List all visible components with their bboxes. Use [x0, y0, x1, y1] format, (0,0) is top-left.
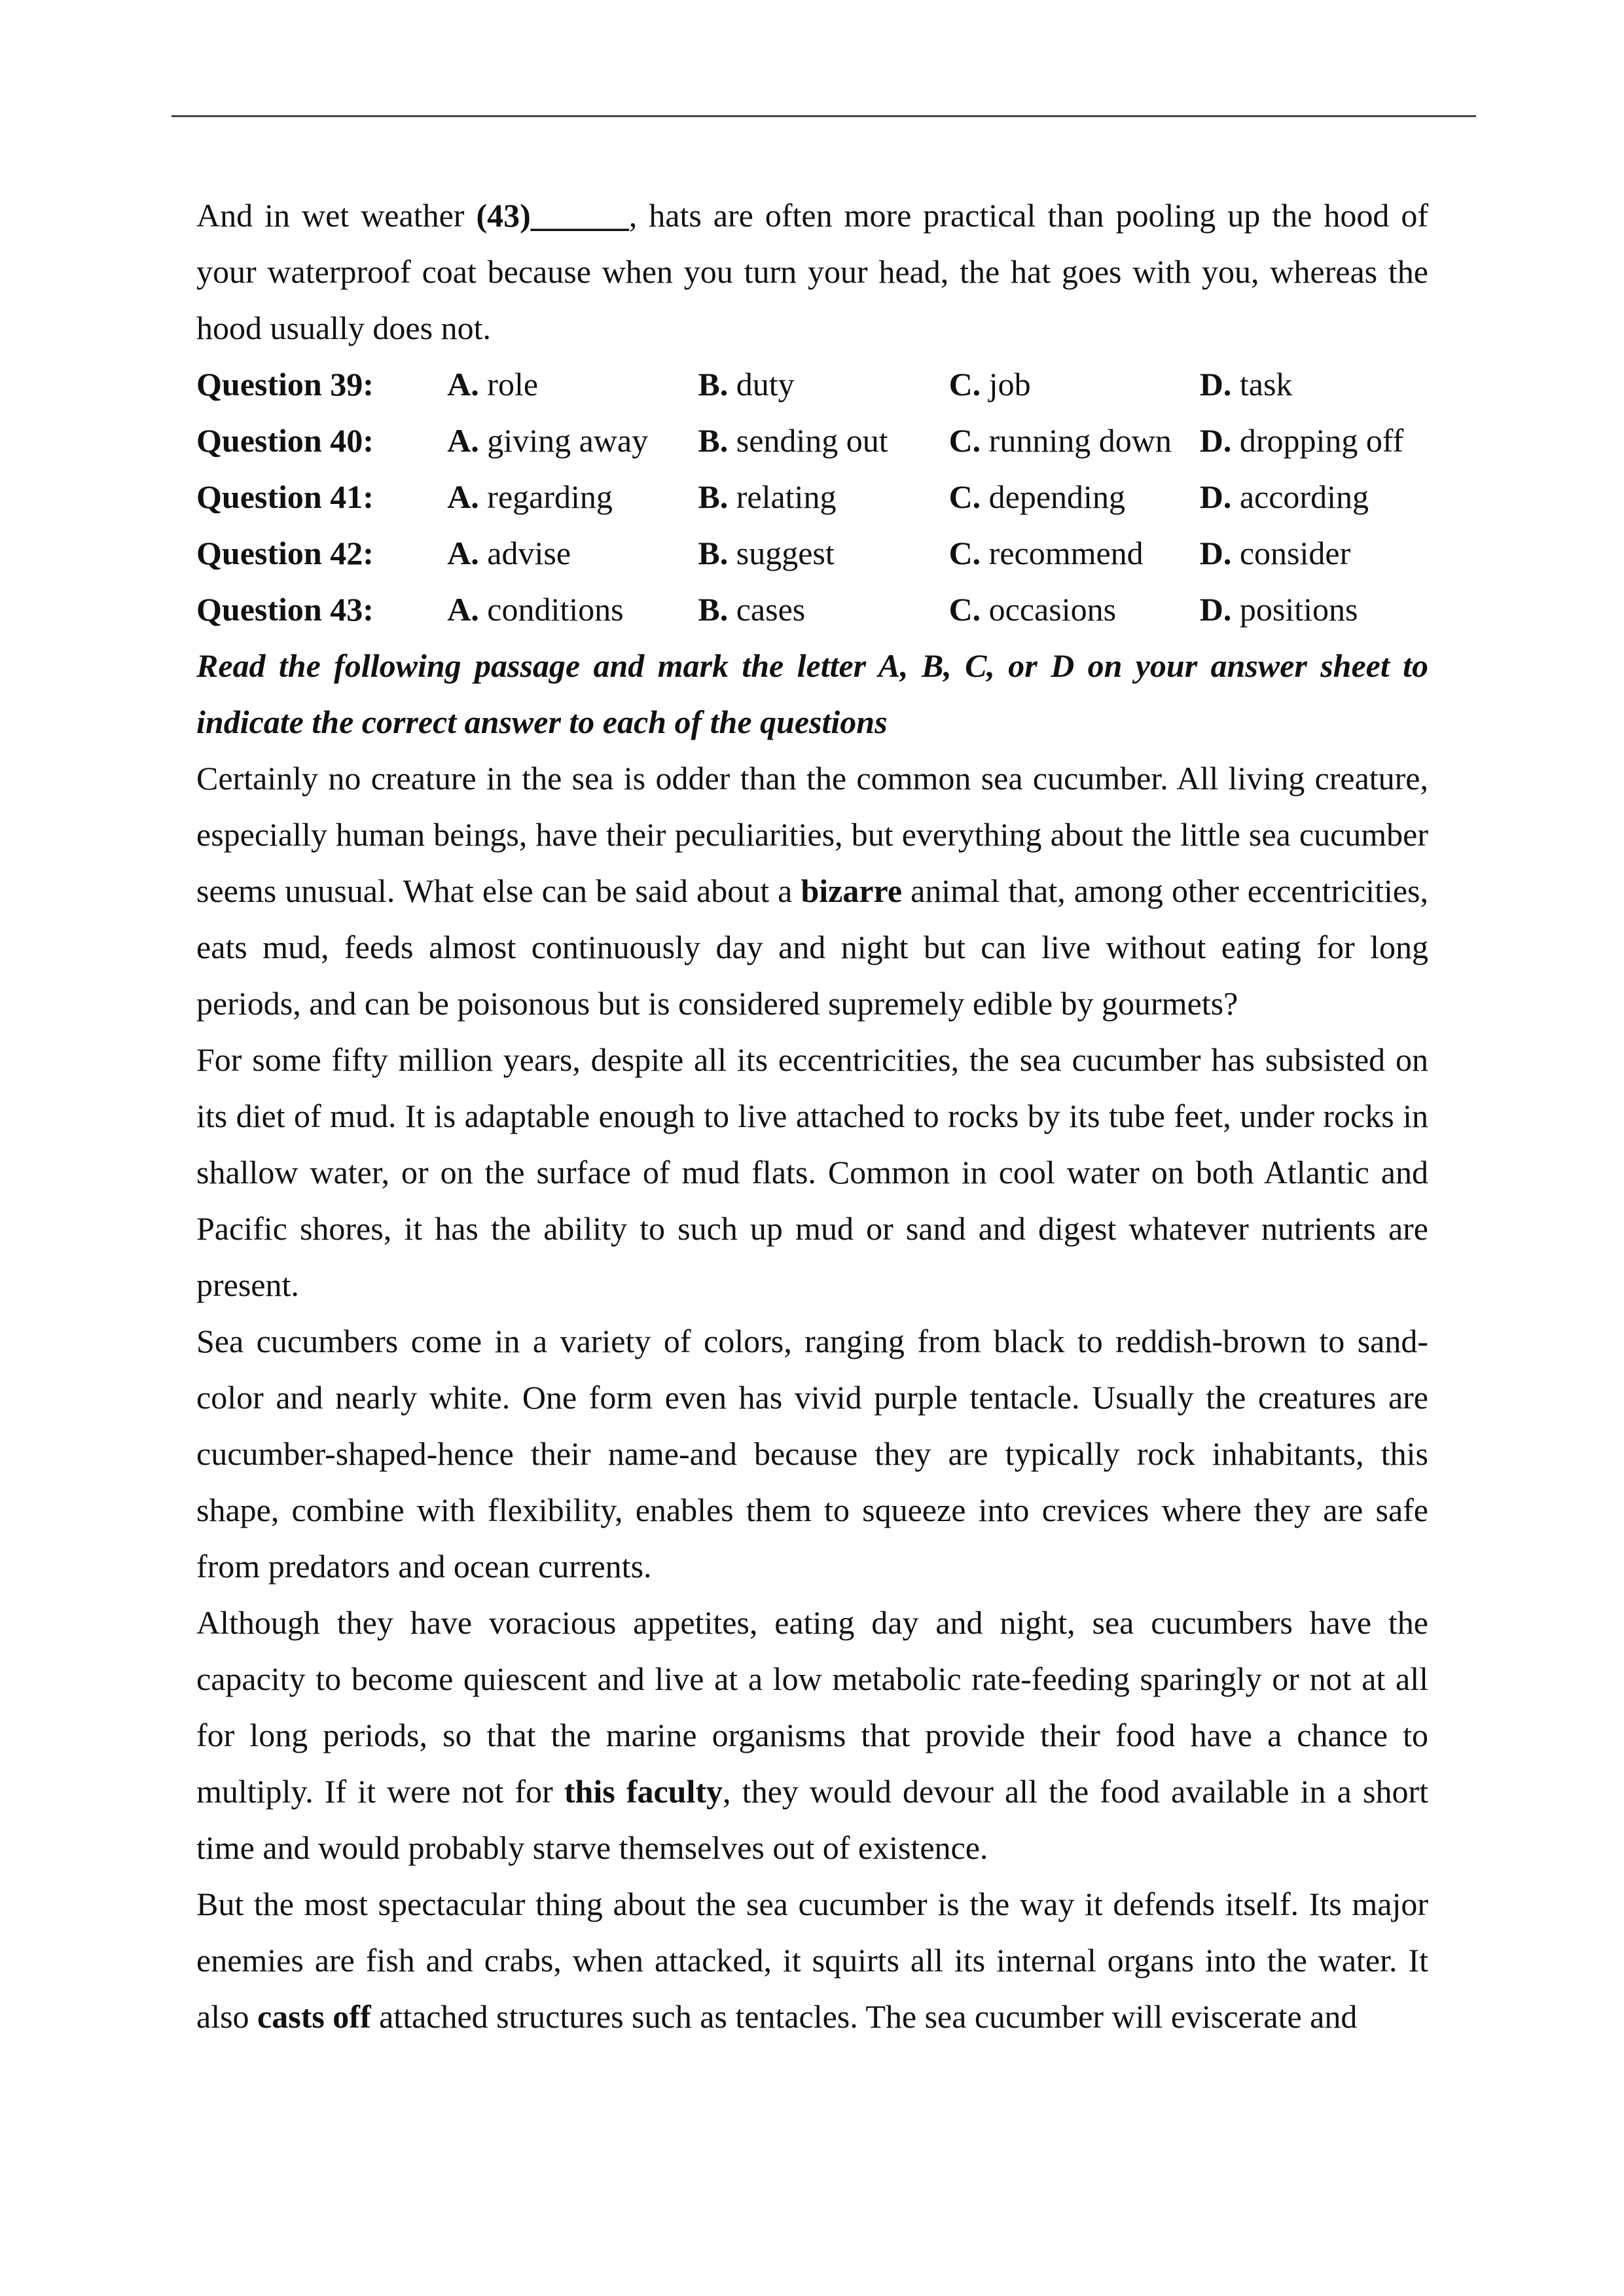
option-d: D. dropping off — [1199, 422, 1404, 459]
question-label: Question 43: — [196, 591, 374, 628]
passage-paragraph-2: For some fifty million years, despite all its eccentricities, the sea cucumber has subsisted on its diet of mud. It is adaptable enough to live attached to rocks by its tube feet, under rocks in shallow water, or on the surface of mud flats. Common in cool water on both Atlantic and Pacific shores, it has the ability to such up mud or sand and digest whatever nutrients are present. — [196, 1041, 1428, 1303]
reading-instruction: Read the following passage and mark the letter A, B, C, or D on your answer sheet to indicate the correct answer to each of the questions — [196, 647, 1428, 740]
option-a: A. role — [447, 366, 539, 403]
option-d: D. according — [1199, 478, 1369, 515]
intro-text-start: And in wet weather — [196, 197, 477, 234]
option-a: A. giving away — [447, 422, 649, 459]
document-body — [196, 187, 1428, 2045]
question-row — [196, 412, 1428, 469]
question-label: Question 42: — [196, 535, 374, 571]
question-row — [196, 581, 1428, 637]
option-a: A. regarding — [447, 478, 613, 515]
keyword-bizarre: bizarre — [801, 872, 903, 909]
option-b: B. duty — [698, 366, 795, 403]
question-row — [196, 469, 1428, 525]
passage-paragraph-4: Although they have voracious appetites, eating day and night, sea cucumbers have the capacity to become quiescent and live at a low metabolic rate-feeding sparingly or not at all for long periods, so that the marine organisms that provide their food have a chance to multiply. If it were not for this faculty, they would devour all the food available in a short time and would probably starve themselves out of existence. — [196, 1604, 1428, 1866]
intro-paragraph — [196, 187, 1428, 356]
option-a: A. advise — [447, 535, 571, 571]
blank-43: (43)______ — [476, 197, 629, 234]
passage-paragraph-5: But the most spectacular thing about the sea cucumber is the way it defends itself. Its major enemies are fish and crabs, when attacked, it squirts all its internal organs into the water. It also casts off attached structures such as tentacles. The sea cucumber will eviscerate and — [196, 1886, 1428, 2035]
option-c: C. depending — [948, 478, 1125, 515]
question-row — [196, 525, 1428, 581]
option-b: B. cases — [698, 591, 806, 628]
option-b: B. relating — [698, 478, 837, 515]
option-b: B. suggest — [698, 535, 835, 571]
option-c: C. job — [948, 366, 1031, 403]
option-b: B. sending out — [698, 422, 888, 459]
question-label: Question 41: — [196, 478, 374, 515]
option-c: C. running down — [948, 422, 1172, 459]
keyword-casts-off: casts off — [257, 1998, 371, 2035]
header-rule — [171, 115, 1476, 117]
option-c: C. recommend — [948, 535, 1144, 571]
keyword-this-faculty: this faculty — [564, 1773, 723, 1810]
option-c: C. occasions — [948, 591, 1117, 628]
option-d: D. positions — [1199, 591, 1358, 628]
passage-paragraph-1: Certainly no creature in the sea is odder than the common sea cucumber. All living creature, especially human beings, have their peculiarities, but everything about the little sea cucumber seems unusual. What else can be said about a bizarre animal that, among other eccentricities, eats mud, feeds almost continuously day and night but can live without eating for long periods, and can be poisonous but is considered supremely edible by gourmets? — [196, 760, 1428, 1022]
intro-text-end: , hats are often more practical than pooling up the hood of your waterproof coat because when you turn your head, the hat goes with you, whereas the hood usually does not. — [196, 197, 1429, 346]
option-a: A. conditions — [447, 591, 624, 628]
question-row — [196, 356, 1428, 412]
option-d: D. consider — [1199, 535, 1351, 571]
passage-paragraph-3: Sea cucumbers come in a variety of colors, ranging from black to reddish-brown to sand-color and nearly white. One form even has vivid purple tentacle. Usually the creatures are cucumber-shaped-hence their name-and because they are typically rock inhabitants, this shape, combine with flexibility, enables them to squeeze into crevices where they are safe from predators and ocean currents. — [196, 1323, 1428, 1585]
question-label: Question 40: — [196, 422, 374, 459]
question-label: Question 39: — [196, 366, 374, 403]
option-d: D. task — [1199, 366, 1293, 403]
